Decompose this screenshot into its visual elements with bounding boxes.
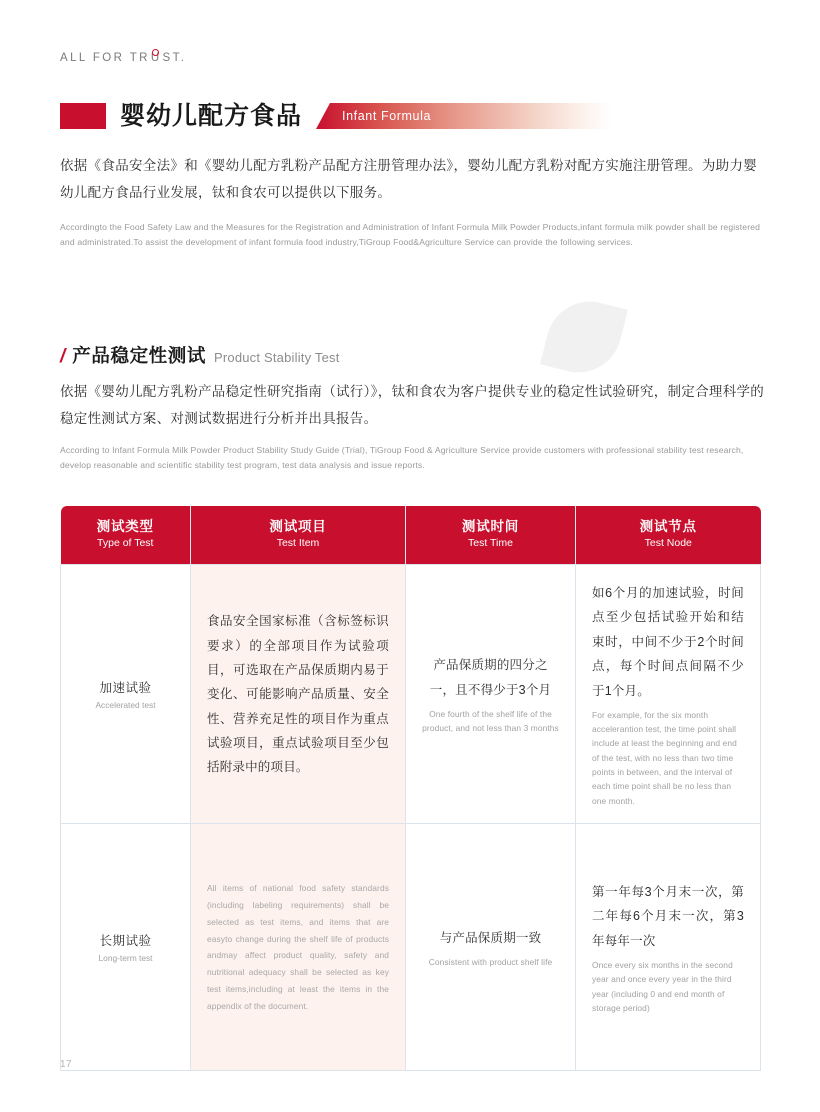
cell-item-longterm — [191, 824, 406, 1071]
cell-node-longterm — [576, 824, 761, 1071]
section-paragraph-en: According to Infant Formula Milk Powder Product Stability Study Guide (Trial), TiGroup Food & Agriculture Service provide customers with professional stability test research, develop reasonable and scientific stability test program, test data analysis and issue reports. — [60, 445, 744, 471]
stability-test-table-wrapper — [60, 506, 760, 1071]
title-ribbon — [316, 103, 611, 129]
cell-item-accelerated — [191, 565, 406, 824]
column-header-test-node — [576, 506, 761, 565]
column-header-test-time — [406, 506, 576, 565]
section-title-cn: 产品稳定性测试 — [72, 345, 206, 366]
page-title-row — [60, 96, 611, 136]
cell-time-en: Consistent with product shelf life — [428, 956, 553, 967]
cell-node-en: For example, for the six month accelerantion test, the time point shall include at least the beginning and end of the test, with no less than two time points in between, and the interval of each time point shall be no less than one month. — [592, 709, 737, 806]
brand-text-before: ALL FOR TR — [60, 52, 150, 64]
page-title-en: Infant Formula — [342, 109, 432, 123]
table-row — [61, 565, 761, 824]
brand-circle-u-icon: U — [150, 52, 162, 64]
brand-text-after: ST. — [162, 52, 187, 64]
cell-type-longterm — [61, 824, 191, 1071]
section-heading — [60, 342, 340, 368]
title-accent-block — [60, 103, 106, 129]
cell-time-cn: 产品保质期的四分之一，且不得少于3个月 — [429, 658, 552, 697]
cell-type-cn: 加速试验 — [99, 681, 152, 696]
column-header-en: Test Time — [468, 537, 513, 550]
column-header-en: Test Node — [644, 537, 692, 550]
cell-node-accelerated — [576, 565, 761, 824]
intro-paragraph-en: Accordingto the Food Safety Law and the Measures for the Registration and Administration of Infant Formula Milk Powder Products,infant formula milk powder shall be registered and administrated.To assist the development of infant formula food industry,TiGroup Food&Agriculture Service can provide the following services. — [60, 222, 761, 248]
cell-time-en: One fourth of the shelf life of the product, and not less than 3 months — [422, 709, 559, 734]
cell-time-cn: 与产品保质期一致 — [439, 930, 542, 945]
cell-node-cn: 如6个月的加速试验，时间点至少包括试验开始和结束时，中间不少于2个时间点，每个时间点间隔不少于1个月。 — [592, 586, 744, 698]
column-header-cn: 测试项目 — [269, 519, 327, 534]
stability-test-table — [60, 506, 761, 1071]
column-header-type-of-test — [61, 506, 191, 565]
brand-wordmark — [60, 52, 186, 64]
cell-node-cn: 第一年每3个月末一次，第二年每6个月末一次，第3年每年一次 — [592, 884, 744, 948]
column-header-en: Type of Test — [97, 537, 154, 550]
column-header-en: Test Item — [276, 537, 320, 550]
page-number: 17 — [60, 1059, 73, 1070]
cell-type-en: Accelerated test — [95, 700, 156, 711]
column-header-test-item — [191, 506, 406, 565]
intro-paragraph-cn: 依据《食品安全法》和《婴幼儿配方乳粉产品配方注册管理办法》，婴幼儿配方乳粉对配方实施注册管理。为助力婴幼儿配方食品行业发展，钛和食农可以提供以下服务。 — [60, 158, 758, 200]
cell-item-en: All items of national food safety standards (including labeling requirements) shall be selected as test items, and items that are easyto change during the shelf life of products andmay affect product quality, safety and nutritional adequacy shall be selected as key test items,including at least the items in the appendix of the document. — [207, 883, 389, 1011]
table-header-row — [61, 506, 761, 565]
table-row — [61, 824, 761, 1071]
cell-node-en: Once every six months in the second year and once every year in the third year (including 0 and end month of storage period) — [592, 959, 733, 1013]
cell-type-cn: 长期试验 — [99, 934, 152, 949]
cell-type-accelerated — [61, 565, 191, 824]
section-paragraph-cn: 依据《婴幼儿配方乳粉产品稳定性研究指南（试行）》，钛和食农为客户提供专业的稳定性试验研究，制定合理科学的稳定性测试方案、对测试数据进行分析并出具报告。 — [60, 384, 765, 426]
cell-item-cn: 食品安全国家标准（含标签标识要求）的全部项目作为试验项目，可选取在产品保质期内易于变化、可能影响产品质量、安全性、营养充足性的项目作为重点试验项目，重点试验项目至少包括附录中的项目。 — [207, 614, 389, 775]
slash-icon: / — [60, 346, 66, 367]
leaf-decoration-icon — [540, 292, 628, 381]
cell-time-accelerated — [406, 565, 576, 824]
column-header-cn: 测试时间 — [461, 519, 520, 534]
column-header-cn: 测试节点 — [639, 519, 697, 534]
cell-time-longterm — [406, 824, 576, 1071]
table-header — [61, 506, 761, 565]
page-title: 婴幼儿配方食品 — [120, 101, 303, 130]
table-body — [61, 565, 761, 1071]
section-title-en: Product Stability Test — [213, 350, 340, 365]
cell-type-en: Long-term test — [98, 953, 153, 964]
column-header-cn: 测试类型 — [96, 519, 154, 534]
